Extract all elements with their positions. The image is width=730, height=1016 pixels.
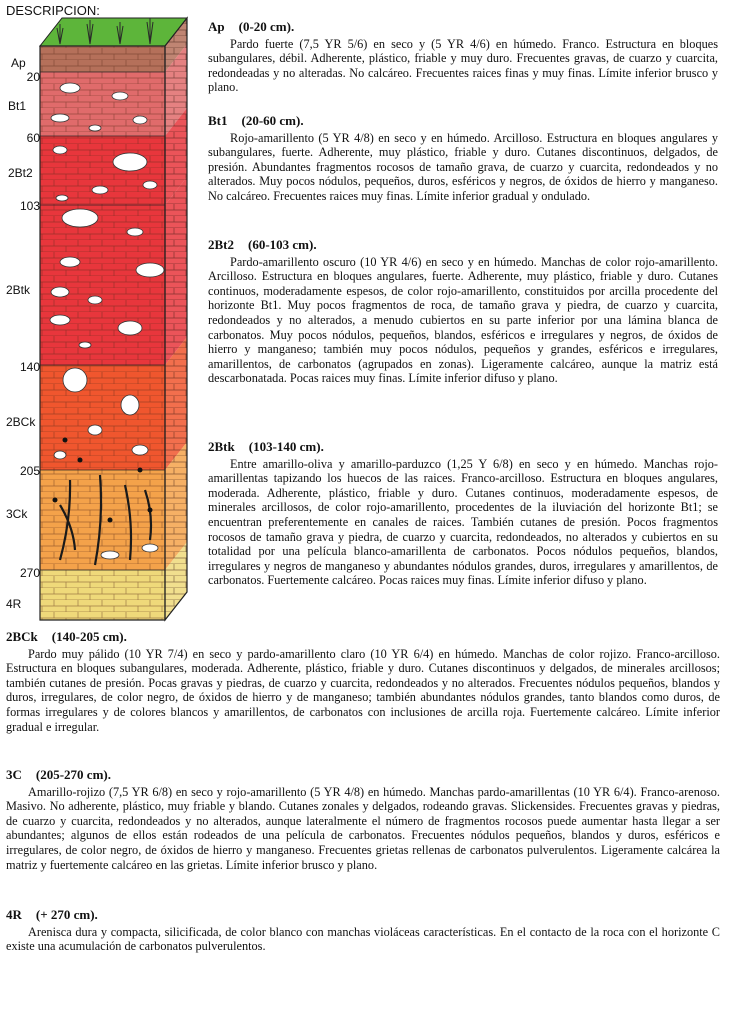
pebble-12 (60, 257, 80, 267)
depth-mark-60: 60 (26, 131, 40, 145)
pebble-8 (143, 181, 157, 189)
pebble-10 (62, 209, 98, 227)
pebble-16 (50, 315, 70, 325)
horizon-ap-description (208, 20, 718, 95)
pebble-18 (79, 342, 91, 348)
pebble-24 (142, 544, 158, 552)
pebble-14 (51, 287, 69, 297)
horizon-3c-body: Amarillo-rojizo (7,5 YR 6/8) en seco y rojo-amarillento (5 YR 4/8) en húmedo. Manchas pardo-amarillentas (10 YR 6/4). Franco-arenoso. Masivo. No adherente, plástico, muy friable y blando. Cutanes zonales y delgados, rodeando gravas. Slickensides. Frecuentes gravas y piedras, de cuarzo y cuarcita, redondeados y no alterados, aunque lateralmente el número de fragmentos rocosos puede aumentar hasta llegar a ser abundantes; algunos de ellos están rodeados de una película de carbonatos. Frecuentes nódulos pequeños, blandos y duros, esféricos e irregulares, de color negro, de óxidos de hierro y manganeso. Frecuentes grietas rellenas de carbonatos pulverulentos. Ligeramente calcárea la matriz y fuertemente calcáreo en las grietas. Límite inferior brusco y plano. (6, 784, 720, 872)
horizon-label-ap: Ap (11, 56, 26, 70)
horizon-2bt2-range: (60-103 cm). (248, 237, 317, 252)
layer-bt1-texture (40, 72, 165, 136)
horizon-2btk-name: 2Btk (208, 439, 235, 454)
horizon-3c-range: (205-270 cm). (35, 767, 111, 782)
layer-2btk-side-texture (165, 177, 187, 365)
horizon-4r-range: (+ 270 cm). (35, 907, 98, 922)
pebble-21 (88, 425, 102, 435)
horizon-2bt2-name: 2Bt2 (208, 237, 234, 252)
horizon-ap-name: Ap (208, 19, 225, 34)
nodule-5 (63, 438, 68, 443)
horizon-2bck-body: Pardo muy pálido (10 YR 7/4) en seco y pardo-amarillento claro (10 YR 6/4) en húmedo. Manchas de color rojizo. Franco-arcilloso. Estructura en bloques subangulares, moderada. Adherente, plástico, friable y duro. Cutanes discontinuos y delgados, de minerales arcillosos; también cutanes de presión. Pocas gravas y piedras, de cuarzo y cuarcita, redondeados y no alterados. Frecuentes nódulos pequeños, blandos y duros, irregulares, de color negro, de óxidos de hierro y de manganeso; también abundantes nódulos grandes, tanto blandos como duros, de formas irregulares y de colores blancos y amarillentos, de carbonatos con inclusiones de arcilla roja. Fuertemente calcáreo. Límite inferior gradual e irregular. (6, 646, 720, 734)
nodule-4 (148, 508, 153, 513)
horizon-label-bt1: Bt1 (8, 99, 27, 113)
horizon-bt1-name: Bt1 (208, 113, 228, 128)
horizon-bt1-range: (20-60 cm). (241, 113, 304, 128)
horizon-label-3ck: 3Ck (6, 507, 28, 521)
pebble-17 (118, 321, 142, 335)
horizon-2btk-description (208, 440, 718, 588)
depth-mark-205: 205 (19, 464, 40, 478)
horizon-2btk-body: Entre amarillo-oliva y amarillo-parduzco (1,25 Y 6/8) en seco y en húmedo. Manchas rojo-amarillentas tapizando los huecos de las raices. Franco-arcilloso. Estructura en bloques angulares, moderada. Adherente, plástico, friable y duro. Cutanes continuos, moderadamente espesos, de minerales arcillosos, de color rojo-amarillento, procedentes de la iluviación del horizonte Bt1; se encuentran preferentemente en canales de raices. También cutanes de presión. Pocos fragmentos rocosos de tamaño grava y piedra, de cuarzo y cuarcita, redondeados, no alterados y cubiertos en su totalidad por una película blanco-amarillenta de carbonatos. Pocos nódulos pequeños, blandos, irregulares y negros de manganeso y abundantes nódulos grandes, duros, irregulares y amarillentos, de carbonatos. Fuertemente calcáreo. Pocas raices muy finas. Límite inferior difuso y plano. (208, 456, 718, 588)
layer-4r-texture (40, 570, 165, 620)
pebble-25 (101, 551, 119, 559)
nodule-2 (138, 468, 143, 473)
depth-mark-20: 20 (26, 70, 40, 84)
pebble-3 (133, 116, 147, 124)
horizon-2bt2-body: Pardo-amarillento oscuro (10 YR 4/6) en seco y en húmedo. Manchas de color rojo-amarillento. Arcilloso. Estructura en bloques angulares, fuerte. Adherente, muy plástico, friable y duro. Cutanes continuos, moderadamente espesos, de color rojo-amarillento, constituidos por arcilla procedente del horizonte Bt1. Muy pocos fragmentos de roca, de tamaño grava y piedra, de cuarzo y cuarcita, redondeados y no alterados, a menudo cubiertos en su parte inferior por una lámina blanca de carbonatos. Muy pocos nódulos, pequeños, blandos, esféricos e irregulares y negros, de óxidos de hierro y manganeso; también muy pocos nódulos, pequeños y grandes, esféricos e irregulares, amarillentos, de carbonatos (agrupados en zonas). Ligeramente calcáreo, aunque la matriz está descarbonatada. Pocas raices muy finas. Límite inferior difuso y plano. (208, 254, 718, 386)
horizon-2btk-range: (103-140 cm). (248, 439, 324, 454)
pebble-22 (132, 445, 148, 455)
horizon-label-2btk: 2Btk (6, 283, 31, 297)
pebble-2 (51, 114, 69, 122)
horizon-2bt2-description (208, 238, 718, 386)
horizon-bt1-description (208, 114, 718, 204)
horizon-bt1-body: Rojo-amarillento (5 YR 4/8) en seco y en húmedo. Arcilloso. Estructura en bloques angulares y subangulares, fuerte. Adherente, muy plástico, friable y duro. Cutanes discontinuos, delgados, de presión. Abundantes fragmentos rocosos de tamaño grava, de cuarzo y cuarcita, redondeados y no alterados. Muy pocos nódulos, pequeños, duros, esféricos y negros, de óxidos de hierro y manganeso. No calcáreo. Frecuentes raices muy finas. Límite inferior gradual y ondulado. (208, 130, 718, 203)
pebble-11 (127, 228, 143, 236)
nodule-0 (53, 498, 58, 503)
horizon-label-2bck: 2BCk (6, 415, 36, 429)
depth-mark-140: 140 (19, 360, 40, 374)
pebble-15 (88, 296, 102, 304)
horizon-3c-description (6, 768, 720, 872)
horizon-ap-range: (0-20 cm). (238, 19, 295, 34)
horizon-4r-name: 4R (6, 907, 22, 922)
pebble-4 (89, 125, 101, 131)
pebble-6 (53, 146, 67, 154)
horizon-ap-body: Pardo fuerte (7,5 YR 5/6) en seco y (5 YR 4/6) en húmedo. Franco. Estructura en bloques subangulares, débil. Adherente, plástico, friable y muy duro. Frecuentes gravas, de cuarzo y cuarcita, redondeadas y no alteradas. No calcáreo. Frecuentes raices finas y muy finas. Límite inferior brusco y plano. (208, 36, 718, 95)
pebble-1 (112, 92, 128, 100)
pebble-9 (56, 195, 68, 201)
layer-2btk-texture (40, 205, 165, 365)
pebble-5 (113, 153, 147, 171)
horizon-3c-name: 3C (6, 767, 22, 782)
page-heading: DESCRIPCION: (6, 3, 100, 18)
pebble-19 (63, 368, 87, 392)
horizon-2bck-description (6, 630, 720, 734)
layer-ap-texture (40, 46, 165, 72)
depth-mark-270: 270 (19, 566, 40, 580)
horizon-2bck-range: (140-205 cm). (51, 629, 127, 644)
horizon-4r-description (6, 908, 720, 954)
pebble-23 (54, 451, 66, 459)
nodule-1 (108, 518, 113, 523)
pebble-7 (92, 186, 108, 194)
depth-mark-103: 103 (19, 199, 40, 213)
soil-profile-illustration (0, 0, 200, 640)
pebble-13 (136, 263, 164, 277)
horizon-2bck-name: 2BCk (6, 629, 38, 644)
pebble-20 (121, 395, 139, 415)
horizon-label-2bt2: 2Bt2 (8, 166, 33, 180)
horizon-label-4r: 4R (6, 597, 22, 611)
nodule-3 (78, 458, 83, 463)
horizon-4r-body: Arenisca dura y compacta, silicificada, de color blanco con manchas violáceas características. En el contacto de la roca con el horizonte C existe una acumulación de carbonatos pulverulentos. (6, 924, 720, 954)
pebble-0 (60, 83, 80, 93)
